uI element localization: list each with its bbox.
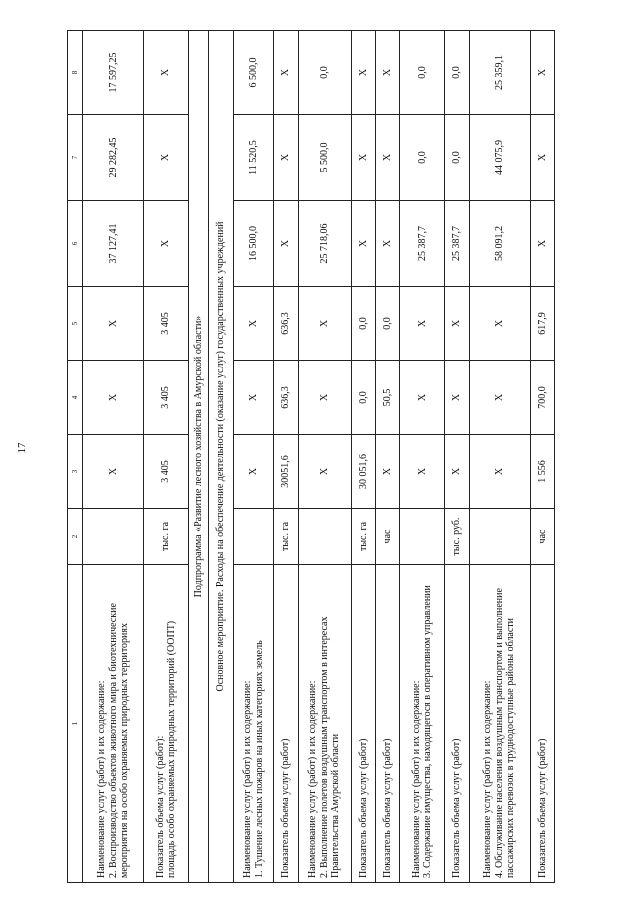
- table-cell: 3 405: [144, 361, 189, 435]
- table-cell: [233, 509, 274, 565]
- row-description: Наименование услуг (работ) и их содержание: 4. Обслуживание населения воздушным транспортом и выполнение пассажирских перевозок в труднодоступные районы области: [469, 565, 530, 883]
- table-cell: X: [469, 435, 530, 509]
- table-row: [144, 31, 189, 883]
- table-cell: X: [376, 31, 400, 115]
- table-cell: X: [445, 361, 469, 435]
- table-cell: час: [530, 509, 554, 565]
- table-row: [83, 31, 144, 883]
- column-number: 1: [68, 565, 83, 883]
- table-cell: X: [400, 435, 445, 509]
- table-cell: X: [274, 115, 298, 201]
- table-cell: тыс. га: [144, 509, 189, 565]
- column-number: 7: [68, 115, 83, 201]
- column-number: 2: [68, 509, 83, 565]
- table-cell: 37 127,41: [83, 201, 144, 287]
- table-cell: 6 500,0: [233, 31, 274, 115]
- table-cell: X: [400, 287, 445, 361]
- table-cell: X: [351, 31, 375, 115]
- table-cell: X: [144, 31, 189, 115]
- table-cell: X: [445, 435, 469, 509]
- table-cell: 25 359,1: [469, 31, 530, 115]
- table-cell: 636,3: [274, 361, 298, 435]
- table-row: [351, 31, 375, 883]
- row-description: Показатель объема услуг (работ): [351, 565, 375, 883]
- page-number: 17: [16, 442, 28, 454]
- table-cell: X: [376, 115, 400, 201]
- section-title: Основное мероприятие. Расходы на обеспечение деятельности (оказание услуг) государственных учреждений: [209, 31, 233, 883]
- table-cell: тыс. руб.: [445, 509, 469, 565]
- rotated-page: [67, 31, 555, 883]
- row-description: Показатель объема услуг (работ): [274, 565, 298, 883]
- section-row: [188, 31, 208, 883]
- table-cell: X: [298, 361, 351, 435]
- table-row: [298, 31, 351, 883]
- table-cell: тыс. га: [274, 509, 298, 565]
- table-cell: X: [530, 115, 554, 201]
- table-cell: 29 282,45: [83, 115, 144, 201]
- table-row: [445, 31, 469, 883]
- table-cell: тыс. га: [351, 509, 375, 565]
- table-row: [400, 31, 445, 883]
- table-cell: 700,0: [530, 361, 554, 435]
- table-body: [68, 31, 555, 883]
- table-cell: X: [445, 287, 469, 361]
- row-description: Наименование услуг (работ) и их содержание: 1. Тушение лесных пожаров на иных категориях земель: [233, 565, 274, 883]
- table-cell: [400, 509, 445, 565]
- table-cell: 16 500,0: [233, 201, 274, 287]
- table-cell: 25 387,7: [445, 201, 469, 287]
- table-cell: X: [376, 435, 400, 509]
- table-cell: 25 387,7: [400, 201, 445, 287]
- table-cell: X: [83, 287, 144, 361]
- row-description: Наименование услуг (работ) и их содержание: 2. Выполнение полетов воздушным транспортом в интересах Правительства Амурской области: [298, 565, 351, 883]
- table-cell: X: [274, 31, 298, 115]
- table-cell: X: [274, 201, 298, 287]
- table-cell: 636,3: [274, 287, 298, 361]
- table-row: [376, 31, 400, 883]
- column-number: 8: [68, 31, 83, 115]
- row-description: Показатель объема услуг (работ): [445, 565, 469, 883]
- table-cell: 0,0: [298, 31, 351, 115]
- column-number: 4: [68, 361, 83, 435]
- table-cell: час: [376, 509, 400, 565]
- table-cell: 25 718,06: [298, 201, 351, 287]
- table-row: [530, 31, 554, 883]
- table-cell: 0,0: [376, 287, 400, 361]
- table-cell: X: [351, 115, 375, 201]
- table-cell: 17 597,25: [83, 31, 144, 115]
- column-number: 6: [68, 201, 83, 287]
- row-description: Наименование услуг (работ) и их содержание: 2. Воспроизводство объектов животного мира и биотехнические мероприятия на особо охраняемых природных территориях: [83, 565, 144, 883]
- table-cell: 44 075,9: [469, 115, 530, 201]
- table-cell: X: [469, 287, 530, 361]
- table-row: [233, 31, 274, 883]
- table-cell: 0,0: [351, 361, 375, 435]
- section-title: Подпрограмма «Развитие лесного хозяйства в Амурской области»: [188, 31, 208, 883]
- row-description: Показатель объема услуг (работ): [376, 565, 400, 883]
- table-cell: X: [298, 287, 351, 361]
- table-cell: X: [530, 31, 554, 115]
- table-cell: X: [144, 201, 189, 287]
- table-cell: X: [469, 361, 530, 435]
- table-cell: 30051,6: [274, 435, 298, 509]
- table-cell: X: [83, 435, 144, 509]
- column-number: 3: [68, 435, 83, 509]
- table-cell: 11 520,5: [233, 115, 274, 201]
- table-cell: 58 091,2: [469, 201, 530, 287]
- table-row: [274, 31, 298, 883]
- table-cell: 5 500,0: [298, 115, 351, 201]
- table-cell: 1 556: [530, 435, 554, 509]
- table-cell: 617,9: [530, 287, 554, 361]
- table-cell: 30 051,6: [351, 435, 375, 509]
- row-description: Показатель объема услуг (работ): [530, 565, 554, 883]
- table-cell: 3 405: [144, 435, 189, 509]
- column-number-row: [68, 31, 83, 883]
- table-cell: X: [233, 435, 274, 509]
- row-description: Наименование услуг (работ) и их содержание: 3. Содержание имущества, находящегося в оперативном управлении: [400, 565, 445, 883]
- table-cell: 0,0: [445, 115, 469, 201]
- table-cell: 0,0: [400, 115, 445, 201]
- table-cell: [298, 509, 351, 565]
- column-number: 5: [68, 287, 83, 361]
- table-cell: X: [233, 361, 274, 435]
- table-cell: [83, 509, 144, 565]
- table-cell: X: [400, 361, 445, 435]
- table-cell: X: [83, 361, 144, 435]
- table-row: [469, 31, 530, 883]
- table-cell: 50,5: [376, 361, 400, 435]
- table-cell: 0,0: [445, 31, 469, 115]
- table-cell: [469, 509, 530, 565]
- table-cell: X: [233, 287, 274, 361]
- table-cell: 3 405: [144, 287, 189, 361]
- services-table: [67, 30, 555, 883]
- table-cell: 0,0: [351, 287, 375, 361]
- table-cell: X: [144, 115, 189, 201]
- table-cell: X: [376, 201, 400, 287]
- table-cell: 0,0: [400, 31, 445, 115]
- row-description: Показатель объема услуг (работ): площадь особо охраняемых природных территорий (ООПТ): [144, 565, 189, 883]
- table-cell: X: [530, 201, 554, 287]
- section-row: [209, 31, 233, 883]
- table-cell: X: [298, 435, 351, 509]
- table-cell: X: [351, 201, 375, 287]
